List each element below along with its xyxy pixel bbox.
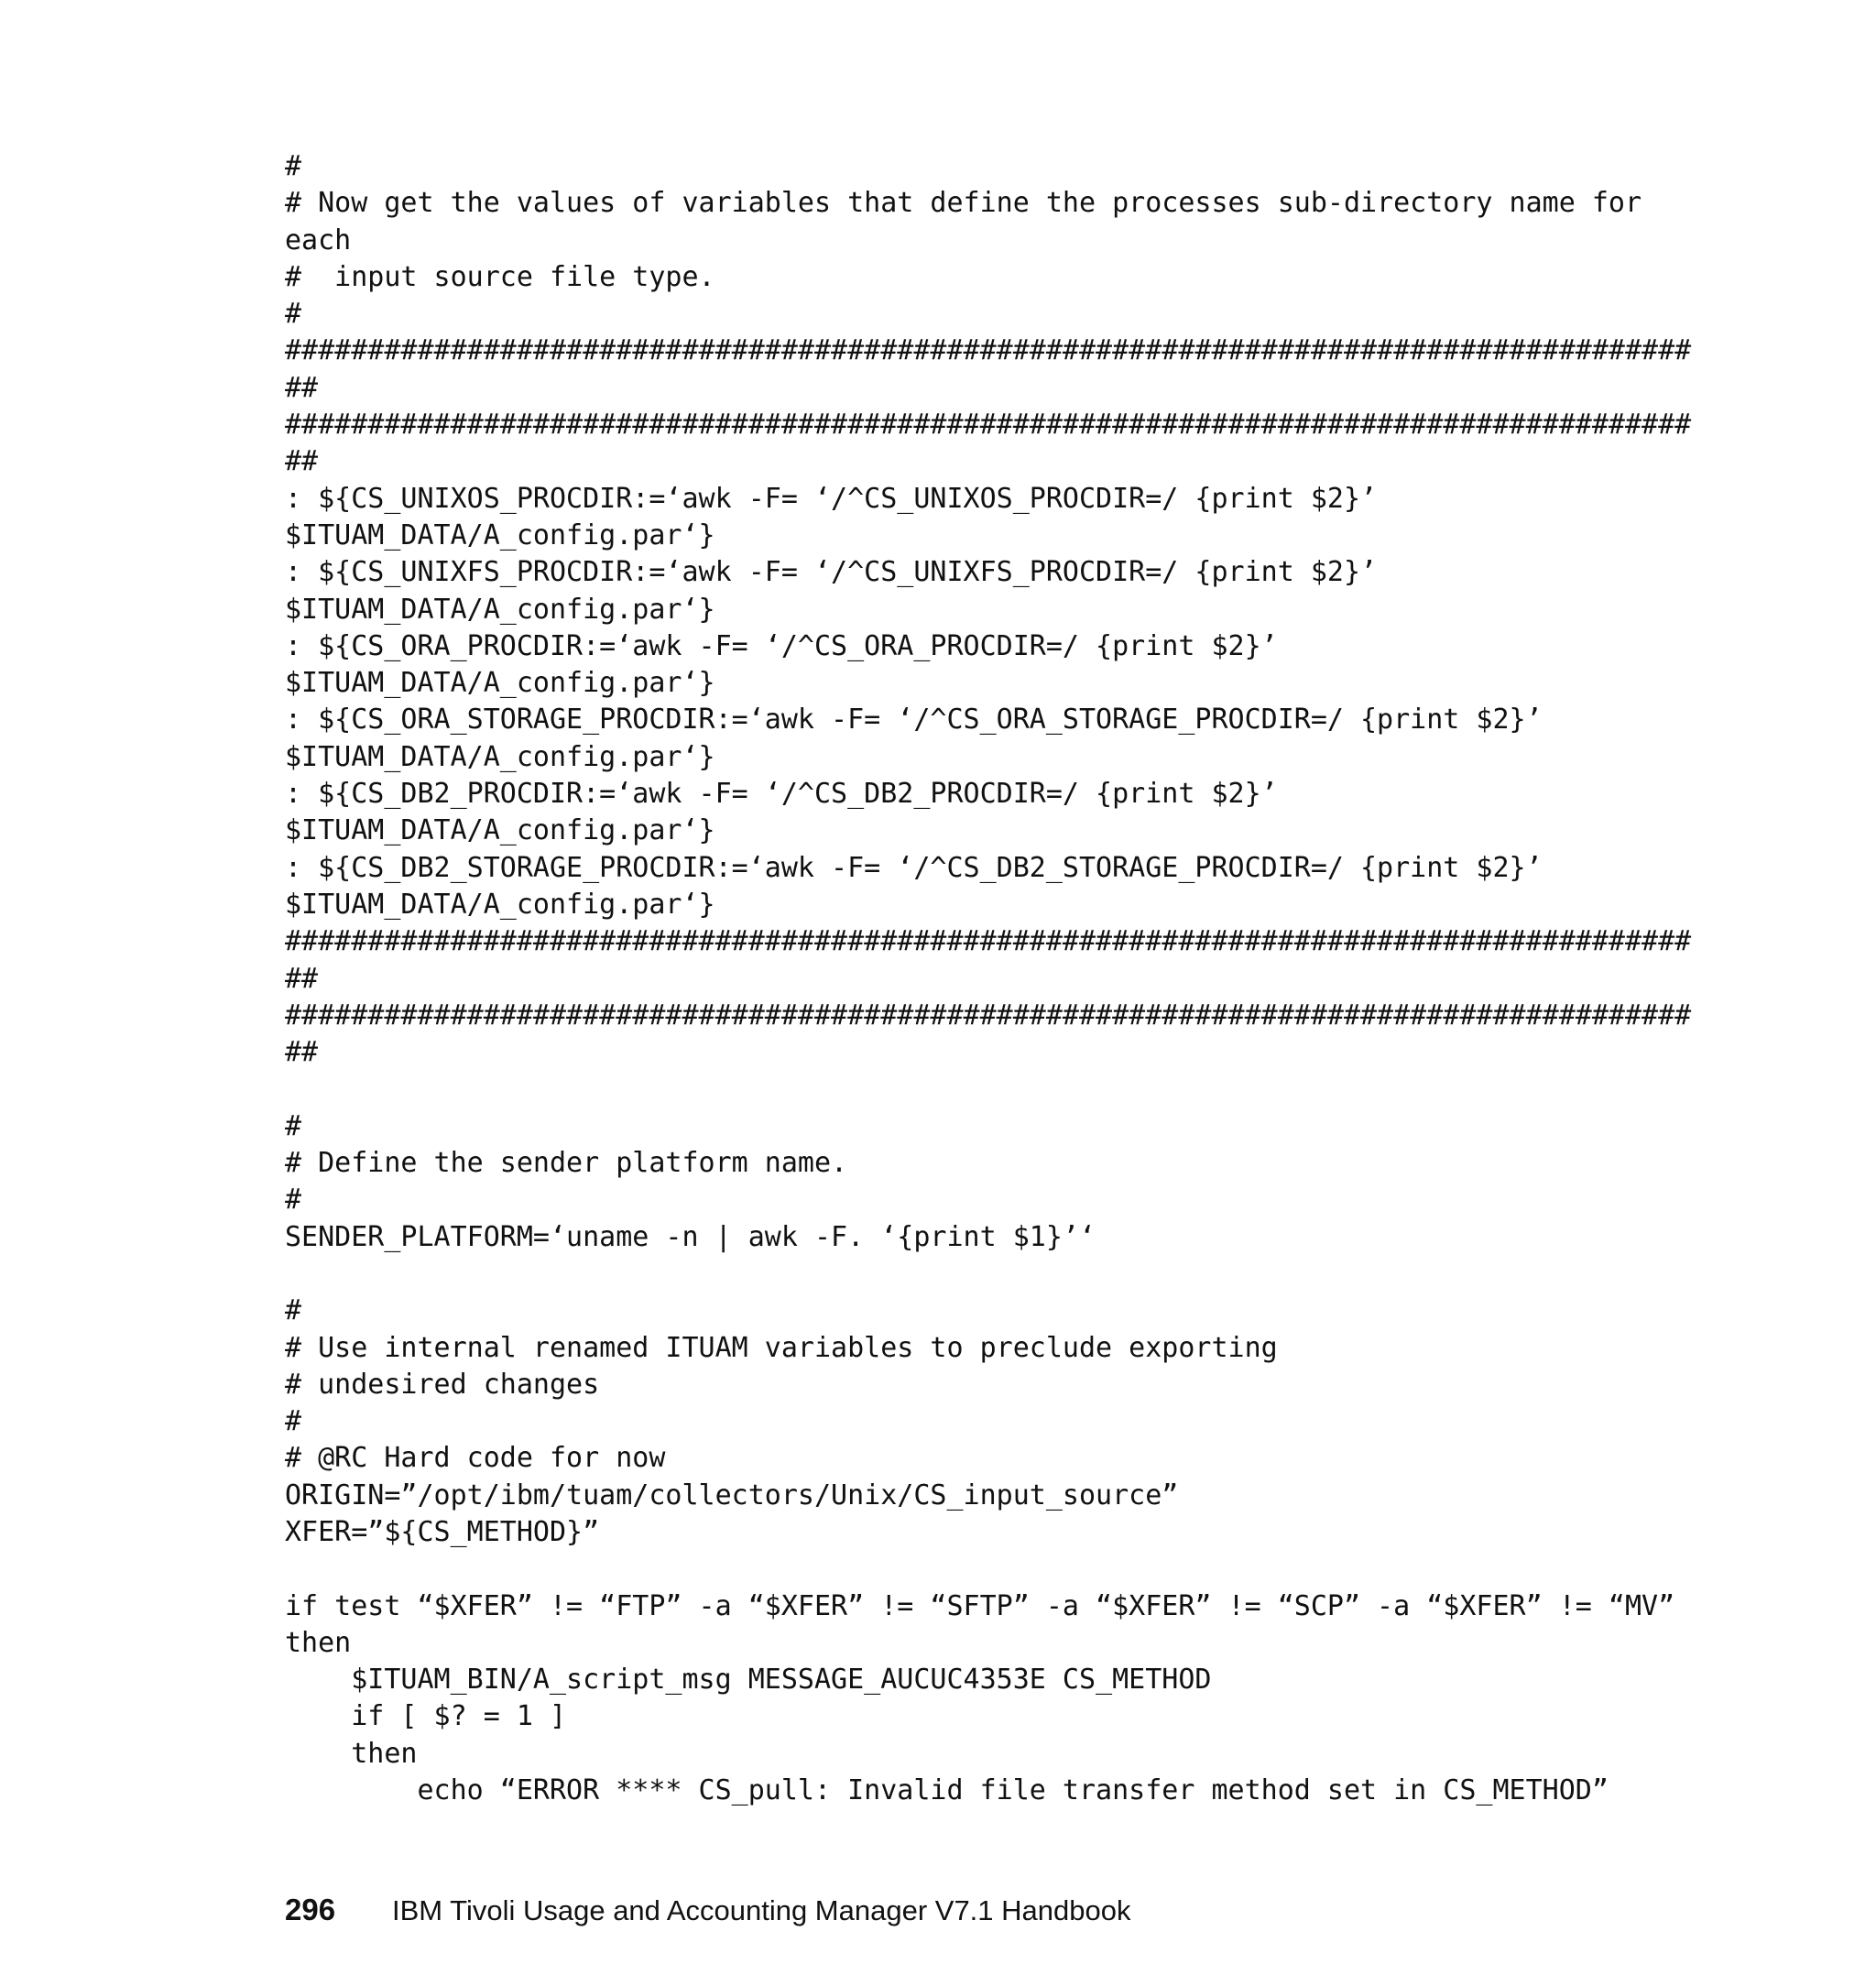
code-line: then xyxy=(285,1737,418,1770)
code-line: ## xyxy=(285,962,319,995)
code-line: $ITUAM_DATA/A_config.par‘} xyxy=(285,667,715,700)
page-footer xyxy=(285,1893,1130,1927)
code-line: # input source file type. xyxy=(285,260,715,293)
code-line: ## xyxy=(285,371,319,404)
code-line: : ${CS_DB2_STORAGE_PROCDIR:=‘awk -F= ‘/^CS_DB2_STORAGE_PROCDIR=/ {print $2}’ xyxy=(285,851,1543,884)
code-line: $ITUAM_DATA/A_config.par‘} xyxy=(285,593,715,626)
code-line: $ITUAM_BIN/A_script_msg MESSAGE_AUCUC4353E CS_METHOD xyxy=(285,1664,1212,1697)
code-line: if [ $? = 1 ] xyxy=(285,1700,567,1733)
code-line: ORIGIN=”/opt/ibm/tuam/collectors/Unix/CS_input_source” xyxy=(285,1479,1179,1511)
code-line: ##################################################################################### xyxy=(285,409,1692,442)
code-line: # Use internal renamed ITUAM variables to preclude exporting xyxy=(285,1331,1278,1364)
code-line xyxy=(285,1551,1691,1588)
code-line: if test “$XFER” != “FTP” -a “$XFER” != “SFTP” -a “$XFER” != “SCP” -a “$XFER” != “MV” xyxy=(285,1589,1675,1622)
code-line xyxy=(285,1071,1691,1108)
code-line: : ${CS_UNIXFS_PROCDIR:=‘awk -F= ‘/^CS_UNIXFS_PROCDIR=/ {print $2}’ xyxy=(285,556,1378,589)
code-line: # xyxy=(285,1294,302,1327)
code-line: $ITUAM_DATA/A_config.par‘} xyxy=(285,888,715,921)
code-line: : ${CS_ORA_STORAGE_PROCDIR:=‘awk -F= ‘/^CS_ORA_STORAGE_PROCDIR=/ {print $2}’ xyxy=(285,704,1543,737)
code-listing xyxy=(285,148,1691,1809)
code-line: echo “ERROR **** CS_pull: Invalid file transfer method set in CS_METHOD” xyxy=(285,1774,1609,1807)
code-line xyxy=(285,1256,1691,1293)
code-line: $ITUAM_DATA/A_config.par‘} xyxy=(285,518,715,551)
code-line: $ITUAM_DATA/A_config.par‘} xyxy=(285,814,715,847)
code-line: ##################################################################################### xyxy=(285,334,1692,367)
code-line: # undesired changes xyxy=(285,1368,600,1401)
code-line: # xyxy=(285,298,302,331)
code-line: # Now get the values of variables that define the processes sub-directory name for xyxy=(285,187,1642,220)
code-line: # Define the sender platform name. xyxy=(285,1147,848,1180)
code-line: $ITUAM_DATA/A_config.par‘} xyxy=(285,740,715,773)
code-line: # @RC Hard code for now xyxy=(285,1442,666,1475)
code-line: SENDER_PLATFORM=‘uname -n | awk -F. ‘{print $1}’‘ xyxy=(285,1220,1096,1253)
code-line: # xyxy=(285,150,302,182)
code-line: ##################################################################################### xyxy=(285,998,1692,1031)
code-line: ##################################################################################### xyxy=(285,925,1692,958)
code-line: : ${CS_DB2_PROCDIR:=‘awk -F= ‘/^CS_DB2_PROCDIR=/ {print $2}’ xyxy=(285,778,1278,811)
code-line: # xyxy=(285,1109,302,1142)
code-line: then xyxy=(285,1626,352,1659)
code-line: : ${CS_UNIXOS_PROCDIR:=‘awk -F= ‘/^CS_UNIXOS_PROCDIR=/ {print $2}’ xyxy=(285,482,1378,515)
book-title: IBM Tivoli Usage and Accounting Manager V7.1 Handbook xyxy=(392,1894,1131,1926)
code-line: XFER=”${CS_METHOD}” xyxy=(285,1515,600,1548)
page-number: 296 xyxy=(285,1893,336,1926)
code-line: ## xyxy=(285,1036,319,1069)
code-line: each xyxy=(285,224,352,256)
code-line: # xyxy=(285,1184,302,1217)
code-line: : ${CS_ORA_PROCDIR:=‘awk -F= ‘/^CS_ORA_PROCDIR=/ {print $2}’ xyxy=(285,629,1278,662)
code-line: # xyxy=(285,1405,302,1438)
code-line: ## xyxy=(285,445,319,478)
